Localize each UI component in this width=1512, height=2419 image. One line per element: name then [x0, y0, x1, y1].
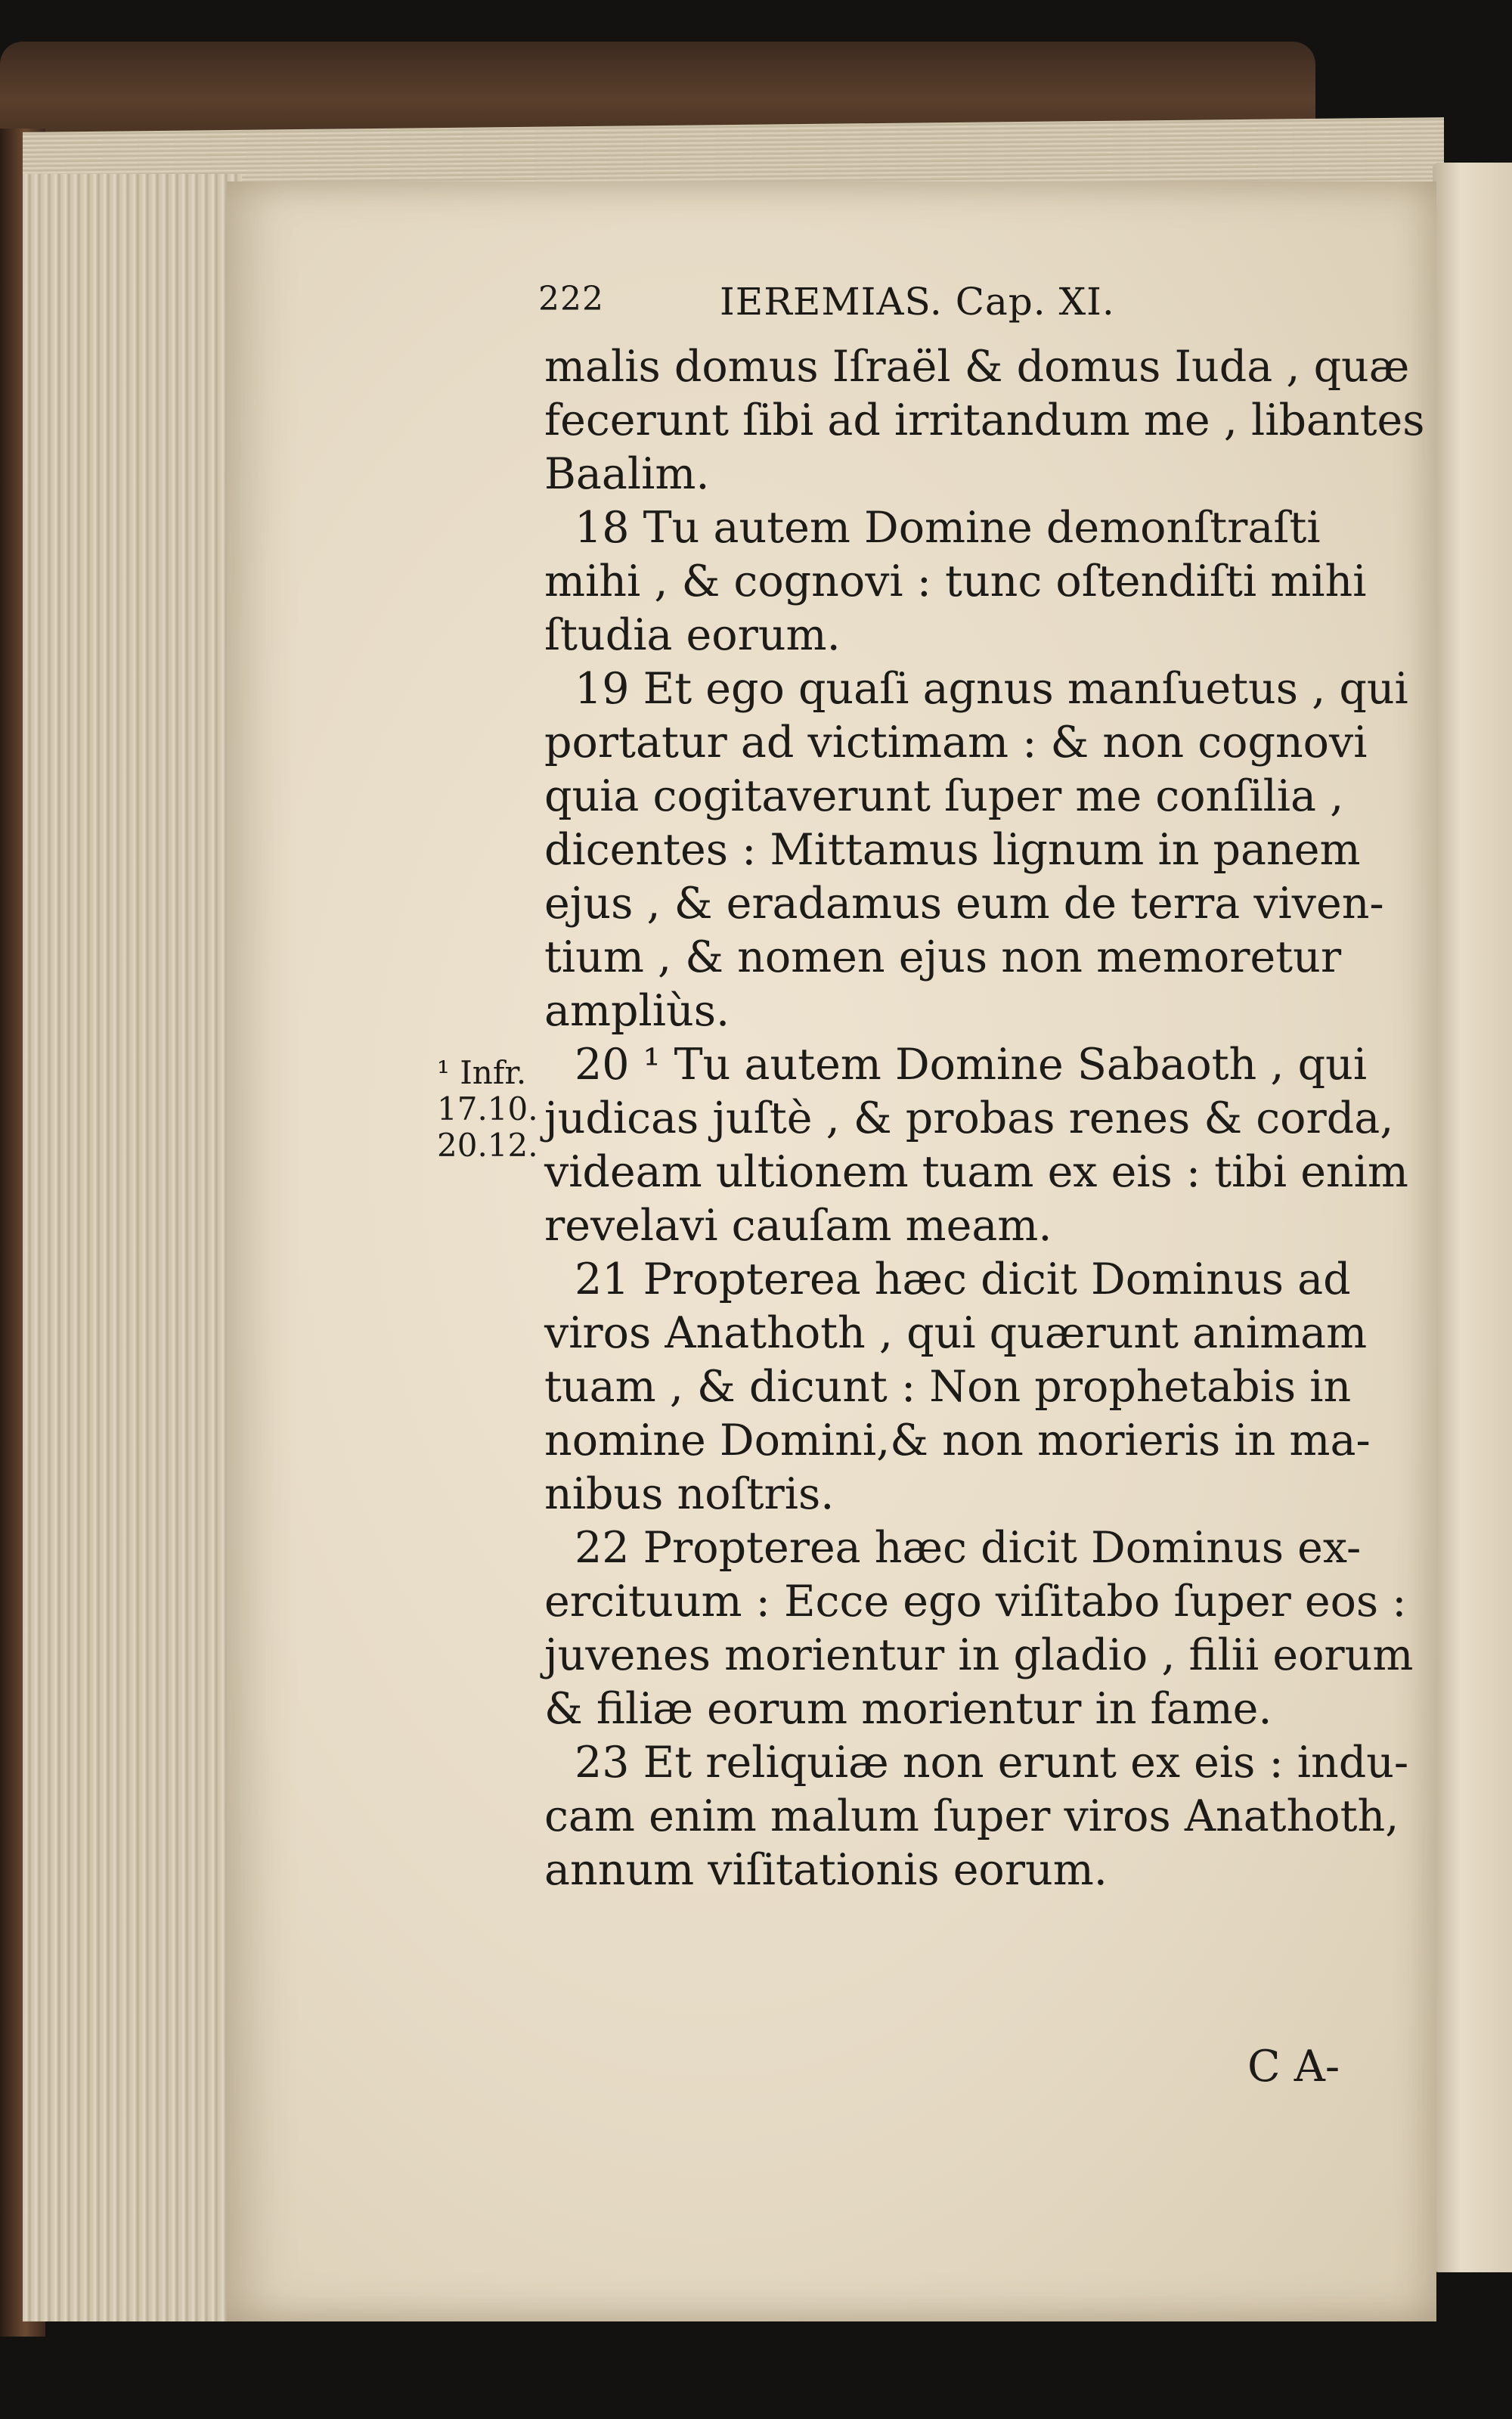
text-line: tium , & nomen ejus non memoretur [544, 932, 1342, 982]
text-line: ſtudia eorum. [544, 610, 841, 660]
running-title: IEREMIAS. Cap. XI. [720, 280, 1115, 324]
page-stack-left [23, 174, 242, 2321]
catchword: C A- [1247, 2042, 1340, 2092]
text-line: malis domus Iſraël & domus Iuda , quæ [544, 342, 1410, 392]
text-line: Baalim. [544, 449, 710, 499]
text-line: & filiæ eorum morientur in fame. [544, 1684, 1272, 1734]
text-line: ercituum : Ecce ego viſitabo ſuper eos : [544, 1577, 1407, 1627]
running-header [538, 280, 1241, 333]
verse-line: 18 Tu autem Domine demonſtraſti [575, 503, 1321, 553]
text-line: portatur ad victimam : & non cognovi [544, 718, 1368, 768]
page-number: 222 [538, 280, 604, 318]
text-line: cam enim malum ſuper viros Anathoth, [544, 1791, 1399, 1841]
verse-line: 20 ¹ Tu autem Domine Sabaoth , qui [575, 1040, 1368, 1090]
text-line: tuam , & dicunt : Non prophetabis in [544, 1362, 1352, 1412]
text-line: ejus , & eradamus eum de terra viven- [544, 879, 1384, 929]
text-line: nibus noſtris. [544, 1469, 835, 1519]
facing-page-edge [1433, 163, 1512, 2272]
text-line: viros Anathoth , qui quærunt animam [544, 1308, 1368, 1358]
text-line: fecerunt ſibi ad irritandum me , libantes [544, 395, 1425, 445]
text-line: ampliùs. [544, 986, 730, 1036]
marginal-note-ref: 20.12. [437, 1127, 538, 1164]
body-text [544, 340, 1425, 1897]
text-line: annum viſitationis eorum. [544, 1845, 1108, 1895]
verse-line: 23 Et reliquiæ non erunt ex eis : indu- [575, 1738, 1409, 1788]
verse-line: 22 Propterea hæc dicit Dominus ex- [575, 1523, 1362, 1573]
verse-line: 21 Propterea hæc dicit Dominus ad [575, 1254, 1351, 1304]
marginal-note-ref: ¹ Infr. [437, 1054, 527, 1091]
text-line: quia cogitaverunt ſuper me conſilia , [544, 771, 1344, 821]
marginal-note [437, 1055, 543, 1164]
text-line: videam ultionem tuam ex eis : tibi enim [544, 1147, 1408, 1197]
text-line: juvenes morientur in gladio , filii eorum [544, 1630, 1414, 1680]
text-line: judicas juſtè , & probas renes & corda, [544, 1093, 1394, 1143]
text-line: dicentes : Mittamus lignum in panem [544, 825, 1361, 875]
verse-line: 19 Et ego quaſi agnus manſuetus , qui [575, 664, 1408, 714]
text-line: revelavi cauſam meam. [544, 1201, 1052, 1251]
text-line: mihi , & cognovi : tunc oſtendiſti mihi [544, 557, 1367, 606]
text-line: nomine Domini,& non morieris in ma- [544, 1416, 1371, 1465]
marginal-note-ref: 17.10. [437, 1090, 538, 1127]
